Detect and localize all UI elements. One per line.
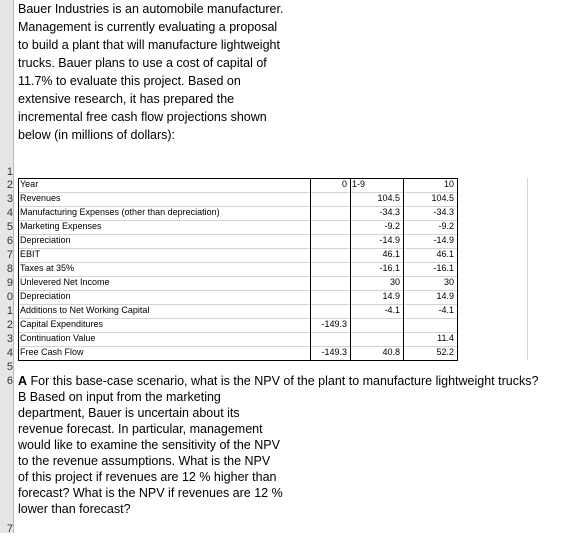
header-cell-label[interactable]: Year [20, 179, 39, 189]
table-border-vertical [350, 178, 351, 361]
year-10-cell[interactable]: 14.9 [436, 291, 454, 301]
row-label-cell[interactable]: Free Cash Flow [20, 347, 84, 357]
table-gridline [18, 192, 457, 193]
table-gridline [18, 332, 457, 333]
row-label-cell[interactable]: Capital Expenditures [20, 319, 104, 329]
header-cell-year-10[interactable]: 10 [443, 179, 454, 189]
row-number: 6 [6, 235, 13, 247]
table-gridline [18, 304, 457, 305]
year-1-9-cell[interactable]: -16.1 [379, 263, 400, 273]
table-gridline [18, 346, 457, 347]
row-number: 2 [6, 179, 13, 191]
row-number: 6 [6, 375, 13, 387]
row-number: 5 [6, 221, 13, 233]
row-label-cell[interactable]: EBIT [20, 249, 41, 259]
year-1-9-cell[interactable]: 30 [389, 277, 400, 287]
row-label-cell[interactable]: Taxes at 35% [20, 263, 75, 273]
row-number: 7 [6, 249, 13, 261]
year-10-cell[interactable]: 30 [443, 277, 454, 287]
year-1-9-cell[interactable]: 104.5 [377, 193, 400, 203]
year-1-9-cell[interactable]: -34.3 [379, 207, 400, 217]
year-10-cell[interactable]: 104.5 [431, 193, 454, 203]
year-1-9-cell[interactable]: 40.8 [382, 347, 400, 357]
year-1-9-cell[interactable]: 14.9 [382, 291, 400, 301]
year-10-cell[interactable]: 52.2 [436, 347, 454, 357]
row-label-cell[interactable]: Continuation Value [20, 333, 96, 343]
table-gridline [18, 290, 457, 291]
row-label-cell[interactable]: Depreciation [20, 291, 71, 301]
row-number: 0 [6, 291, 13, 303]
year-1-9-cell[interactable]: -14.9 [379, 235, 400, 245]
question-b-text: B Based on input from the marketing department, Bauer is uncertain about its revenue forecast. In particular, management would like to examine the sensitivity of the NPV to the revenue assumptions. What is the NPV of this project if revenues are 12 % higher than forecast? What is the NPV if revenues are 12 % lower than forecast? [18, 390, 283, 516]
row-number: 1 [6, 305, 13, 317]
table-border-horizontal [18, 178, 458, 179]
row-number: 8 [6, 263, 13, 275]
year-1-9-cell[interactable]: 46.1 [382, 249, 400, 259]
question-a [18, 373, 578, 389]
row-number: 9 [6, 277, 13, 289]
row-label-cell[interactable]: Manufacturing Expenses (other than depreciation) [20, 207, 220, 217]
year-10-cell[interactable]: -16.1 [433, 263, 454, 273]
row-number: 2 [6, 319, 13, 331]
header-cell-year-1-9[interactable]: 1-9 [352, 179, 366, 189]
table-gridline [18, 276, 457, 277]
year-10-cell[interactable]: 11.4 [437, 333, 454, 343]
year-0-cell[interactable]: -149.3 [321, 319, 347, 329]
row-number: 3 [6, 193, 13, 205]
row-number: 4 [6, 347, 13, 359]
year-10-cell[interactable]: -14.9 [433, 235, 454, 245]
table-gridline [18, 318, 457, 319]
table-border-vertical [18, 178, 19, 361]
header-cell-year-0[interactable]: 0 [341, 179, 347, 189]
year-1-9-cell[interactable]: -4.1 [384, 305, 400, 315]
row-label-cell[interactable]: Depreciation [20, 235, 71, 245]
year-10-cell[interactable]: 46.1 [436, 249, 454, 259]
year-10-cell[interactable]: -9.2 [438, 221, 454, 231]
row-label-cell[interactable]: Revenues [20, 193, 61, 203]
row-number: 1 [6, 166, 13, 178]
question-a-text: For this base-case scenario, what is the NPV of the plant to manufacture lightweight trucks? [27, 374, 539, 388]
table-border-vertical [457, 178, 458, 361]
sheet-gridline [527, 178, 528, 360]
table-gridline [18, 206, 457, 207]
row-number: 7 [6, 523, 13, 535]
row-number: 5 [6, 361, 13, 373]
table-gridline [18, 220, 457, 221]
question-a-letter: A [18, 374, 28, 388]
year-10-cell[interactable]: -34.3 [433, 207, 454, 217]
row-number: 4 [6, 207, 13, 219]
year-0-cell[interactable]: -149.3 [321, 347, 347, 357]
table-gridline [18, 234, 457, 235]
table-border-horizontal [18, 360, 458, 361]
table-border-vertical [403, 178, 404, 361]
table-gridline [18, 262, 457, 263]
row-label-cell[interactable]: Marketing Expenses [20, 221, 102, 231]
row-number: 3 [6, 333, 13, 345]
table-gridline [18, 248, 457, 249]
year-10-cell[interactable]: -4.1 [438, 305, 454, 315]
row-label-cell[interactable]: Unlevered Net Income [20, 277, 110, 287]
problem-intro-text: Bauer Industries is an automobile manufacturer. Management is currently evaluating a proposal to build a plant that will manufacture lightweight trucks. Bauer plans to use a cost of capital of 11.7% to evaluate this project. Based on extensive research, it has prepared the incremental free cash flow projections shown below (in millions of dollars): [18, 2, 284, 142]
row-label-cell[interactable]: Additions to Net Working Capital [20, 305, 150, 315]
year-1-9-cell[interactable]: -9.2 [384, 221, 400, 231]
table-border-vertical [310, 178, 311, 361]
